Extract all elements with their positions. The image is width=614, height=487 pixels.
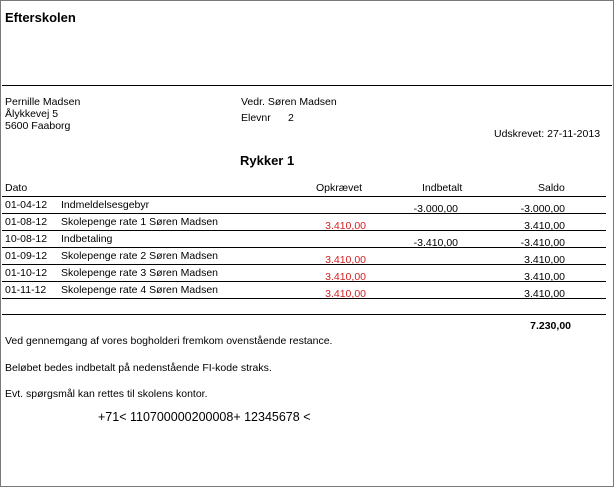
row-charged: 3.410,00 [325,220,366,232]
row-date: 01-09-12 [5,250,48,262]
table-row [2,231,606,248]
row-text: Skolepenge rate 2 Søren Madsen [61,250,219,262]
message-contact: Evt. spørgsmål kan rettes til skolens kontor. [5,388,208,400]
printed-date: Udskrevet: 27-11-2013 [494,128,601,140]
table-row [2,265,606,282]
student-number-label: Elevnr [241,112,271,124]
header-paid: Indbetalt [422,182,463,194]
row-text: Skolepenge rate 3 Søren Madsen [61,267,219,279]
header-date: Dato [5,182,28,194]
row-charged: 3.410,00 [325,254,366,266]
row-text: Indmeldelsesgebyr [61,199,150,211]
row-balance: 3.410,00 [524,220,565,232]
header-charged: Opkrævet [316,182,363,194]
recipient-name: Pernille Madsen [5,96,81,108]
row-text: Indbetaling [61,233,113,245]
row-date: 01-08-12 [5,216,48,228]
table-row [2,214,606,231]
recipient-street: Ålykkevej 5 [5,108,59,120]
header-balance: Saldo [538,182,565,194]
row-balance: -3.410,00 [520,237,565,249]
header-divider [2,85,612,86]
total-amount: 7.230,00 [530,320,571,332]
message-payment: Beløbet bedes indbetalt på nedenstående FI-kode straks. [5,362,272,374]
row-date: 10-08-12 [5,233,48,245]
row-paid: -3.000,00 [413,203,458,215]
row-paid: -3.410,00 [413,237,458,249]
fi-code: +71< 110700000200008+ 12345678 < [98,410,311,424]
student-number: 2 [288,112,294,124]
row-charged: 3.410,00 [325,288,366,300]
row-date: 01-11-12 [5,284,47,296]
recipient-city: 5600 Faaborg [5,120,71,132]
table-bottom-rule [2,314,606,315]
row-balance: 3.410,00 [524,271,565,283]
row-balance: -3.000,00 [520,203,565,215]
row-date: 01-04-12 [5,199,48,211]
table-row [2,248,606,265]
table-row [2,282,606,299]
regarding-line: Vedr. Søren Madsen [241,96,337,108]
school-name: Efterskolen [5,10,76,25]
row-charged: 3.410,00 [325,271,366,283]
row-text: Skolepenge rate 1 Søren Madsen [61,216,219,228]
table-row [2,197,606,214]
row-balance: 3.410,00 [524,254,565,266]
row-date: 01-10-12 [5,267,48,279]
row-text: Skolepenge rate 4 Søren Madsen [61,284,219,296]
message-restance: Ved gennemgang af vores bogholderi fremkom ovenstående restance. [5,335,333,347]
reminder-title: Rykker 1 [240,153,295,168]
row-balance: 3.410,00 [524,288,565,300]
